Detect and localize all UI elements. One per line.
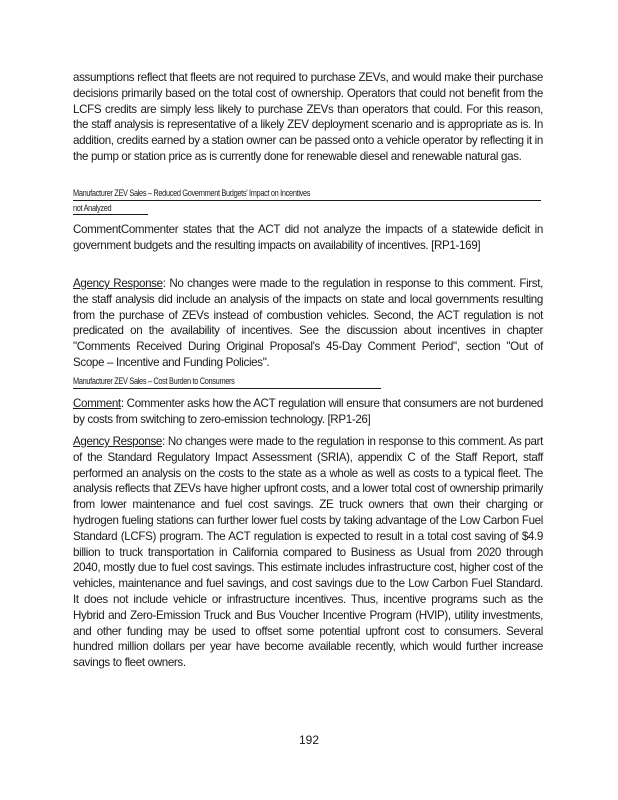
response-text: : No changes were made to the regulation in response to this comment. First, the staff analysis did include an analysis of the impacts on state and local governments resulting from the purchase of ZEVs instead of combustion vehicles. Second, the ACT regulation is not predicated on the availability of incentives. See the discussion about incentives in chapter "Comments Received During Original Proposal's 45-Day Comment Period", section "Out of Scope – Incentive and Funding Policies". (73, 277, 543, 369)
paragraph-assumptions: assumptions reflect that fleets are not required to purchase ZEVs, and would make their purchase decisions primarily based on the total cost of ownership. Operators that could not benefit from the LCFS credits are simply less likely to purchase ZEVs than operators that could. For this reason, the staff analysis is representative of a likely ZEV deployment scenario and is appropriate as is. In addition, credits earned by a station owner can be passed onto a vehicle operator by reflecting it in the pump or station price as is currently done for renewable diesel and renewable natural gas. (73, 71, 543, 163)
comment-text: : Commenter asks how the ACT regulation will ensure that consumers are not burdened by costs from switching to zero-emission technology. [RP1-26] (73, 397, 543, 426)
comment-paragraph-1 (73, 222, 543, 254)
section-heading-cost-burden: Manufacturer ZEV Sales – Cost Burden to Consumers (73, 376, 235, 386)
comment-label: Comment (73, 223, 121, 236)
heading-underline (73, 388, 381, 389)
agency-response-label: Agency Response (73, 277, 163, 290)
comment-text: Commenter states that the ACT did not analyze the impacts of a statewide deficit in government budgets and the resulting impacts on availability of incentives. [RP1-169] (73, 223, 543, 252)
agency-response-label: Agency Response (73, 435, 162, 448)
comment-label: Comment (73, 397, 121, 410)
heading-underline (73, 200, 541, 201)
comment-paragraph-2 (73, 396, 543, 428)
response-paragraph-1 (73, 276, 543, 371)
page-number: 192 (298, 733, 320, 747)
section-heading-budgets-cont: not Analyzed (73, 203, 112, 213)
heading-underline (73, 214, 148, 215)
response-paragraph-2 (73, 434, 543, 671)
response-text: : No changes were made to the regulation in response to this comment. As part of the Standard Regulatory Impact Assessment (SRIA), appendix C of the Staff Report, staff performed an analysis on the costs to the state as a whole as well as costs to a typical fleet. The analysis reflects that ZEVs have higher upfront costs, and a lower total cost of ownership primarily from lower maintenance and fuel cost savings. ZE truck owners that own their charging or hydrogen fueling stations can further lower fuel costs by taking advantage of the Low Carbon Fuel Standard (LCFS) program. The ACT regulation is expected to result in a total cost saving of $4.9 billion to truck transportation in California compared to Business as Usual from 2020 through 2040, mostly due to fuel cost savings. This estimate includes infrastructure cost, higher cost of the vehicles, maintenance and fuel savings, and cost savings due to the Low Carbon Fuel Standard. It does not include vehicle or infrastructure incentives. Thus, incentive programs such as the Hybrid and Zero-Emission Truck and Bus Voucher Incentive Program (HVIP), utility investments, and other funding may be used to offset some potential upfront cost to consumers. Several hundred million dollars per year have become available recently, which would further increase savings to fleet owners. (73, 435, 543, 670)
section-heading-budgets: Manufacturer ZEV Sales – Reduced Government Budgets' Impact on Incentives (73, 188, 311, 198)
